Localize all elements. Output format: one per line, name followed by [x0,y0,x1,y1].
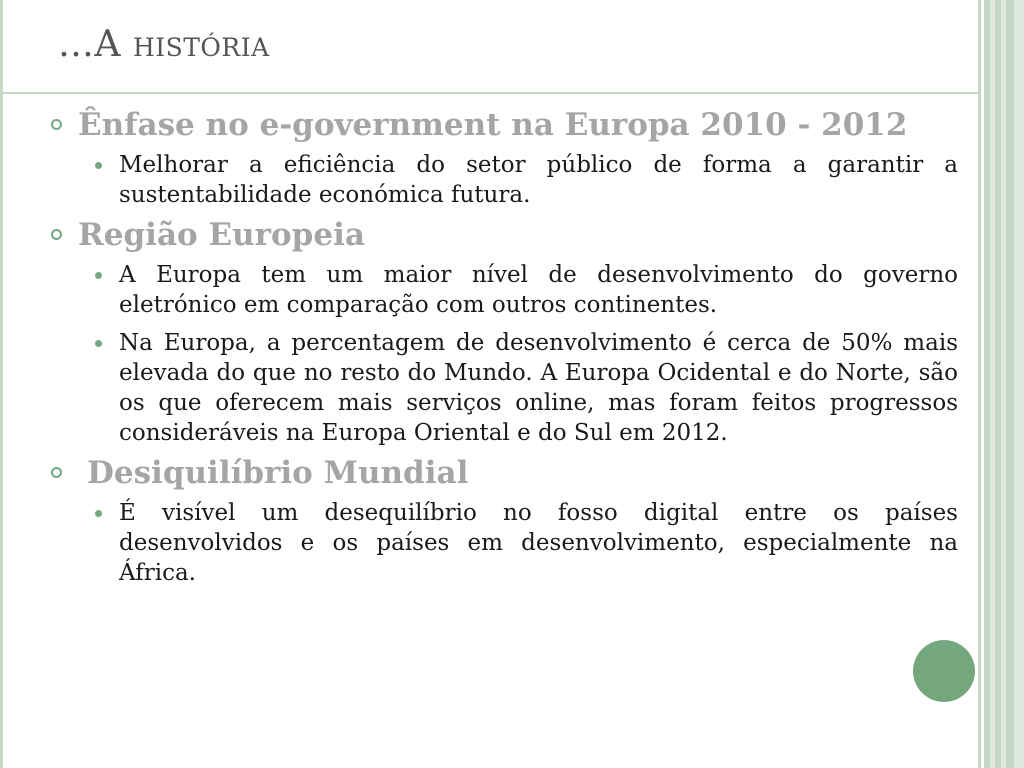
ring-bullet-icon [51,467,62,478]
section-heading-text: Desiquilíbrio Mundial [87,455,469,491]
section-heading-desiquilibrio [48,452,958,494]
section-heading-regiao [48,214,958,256]
right-stripe-decoration [978,0,981,768]
dot-bullet-icon [95,272,102,279]
left-border-decoration [0,0,3,768]
dot-bullet-icon [95,162,102,169]
right-stripe-decoration [1006,0,1014,768]
section-heading-text: Ênfase no e-government na Europa 2010 - 2012 [78,107,908,143]
ring-bullet-icon [51,119,62,130]
section-heading-text: Região Europeia [78,217,365,253]
bullet-text: A Europa tem um maior nível de desenvolvimento do governo eletrónico em comparação com outros continentes. [119,262,958,318]
right-stripe-decoration [1014,0,1024,768]
bullet-text: Na Europa, a percentagem de desenvolvimento é cerca de 50% mais elevada do que no resto do Mundo. A Europa Ocidental e do Norte, são os que oferecem mais serviços online, mas foram feitos progressos consideráveis na Europa Oriental e do Sul em 2012. [119,330,958,446]
slide-content [48,104,958,588]
dot-bullet-icon [95,340,102,347]
title-divider [3,92,978,94]
bullet-item [119,328,958,448]
bullet-text: Melhorar a eficiência do setor público de forma a garantir a sustentabilidade económica futura. [119,152,958,208]
bullet-item [119,498,958,588]
bullet-text: É visível um desequilíbrio no fosso digital entre os países desenvolvidos e os países em desenvolvimento, especialmente na África. [119,500,958,586]
dot-bullet-icon [95,510,102,517]
bullet-item [119,260,958,320]
section-heading-enfase [48,104,958,146]
slide-title: …A história [58,24,270,65]
bullet-item [119,150,958,210]
decorative-circle [913,640,975,702]
ring-bullet-icon [51,229,62,240]
